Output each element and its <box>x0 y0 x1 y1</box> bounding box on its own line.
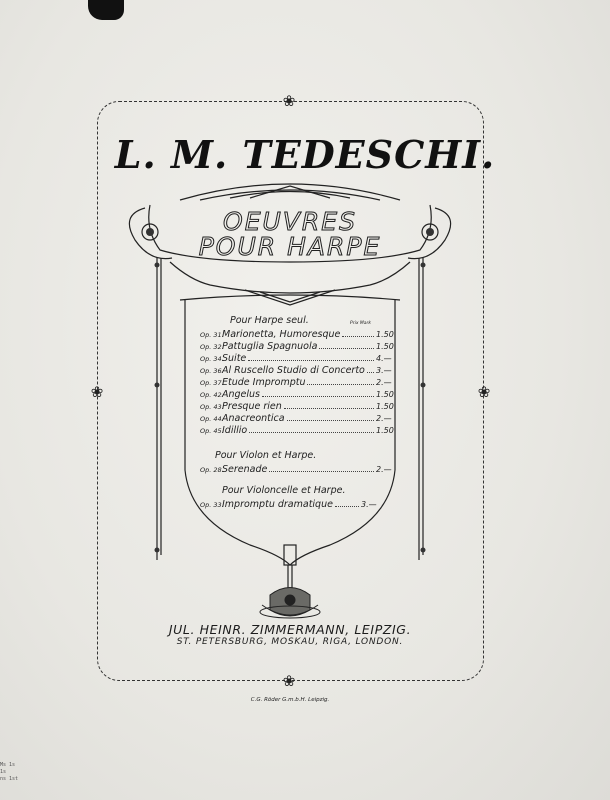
crest-emblem <box>260 588 320 619</box>
opus-number: Op. 37. <box>200 379 224 387</box>
work-price: 4.— <box>376 354 392 363</box>
work-price: 3.— <box>376 366 392 375</box>
section-heading: Pour Violoncelle et Harpe. <box>222 485 346 496</box>
dot-leader <box>307 377 374 385</box>
opus-number: Op. 36. <box>200 367 224 375</box>
work-title: Angelus <box>222 389 261 400</box>
bottom-flower-ornament-icon: ❀ <box>282 672 296 690</box>
dot-leader <box>248 353 374 361</box>
work-row <box>200 341 394 353</box>
library-stamp <box>0 762 18 783</box>
work-title: Impromptu dramatique <box>222 499 333 510</box>
work-title: Al Ruscello Studio di Concerto <box>222 365 365 376</box>
dot-leader <box>284 401 374 409</box>
work-title: Serenade <box>222 464 268 475</box>
dot-leader <box>249 425 374 433</box>
work-price: 1.50 <box>376 390 394 399</box>
composer-name: L. M. TEDESCHI. <box>114 132 496 177</box>
title-line-2: POUR HARPE <box>198 232 382 261</box>
stamp-line: 1s <box>0 769 7 775</box>
top-flower-ornament-icon: ❀ <box>282 92 296 110</box>
price-column-header: Prix Mark <box>350 321 372 326</box>
printer-credit: C.G. Röder G.m.b.H. Leipzig. <box>250 697 330 703</box>
work-title: Idillio <box>222 425 248 436</box>
work-row <box>200 365 390 377</box>
work-price: 1.50 <box>376 330 394 339</box>
work-row <box>200 401 394 413</box>
work-row <box>200 499 375 511</box>
work-price: 2.— <box>376 378 392 387</box>
opus-number: Op. 45. <box>200 427 224 435</box>
dot-leader <box>287 413 374 421</box>
work-title: Anacreontica <box>222 413 285 424</box>
work-row <box>200 425 394 437</box>
stamp-line: Ms 1s <box>0 762 16 768</box>
section-heading: Pour Violon et Harpe. <box>215 450 317 461</box>
dot-leader <box>319 341 374 349</box>
opus-number: Op. 44. <box>200 415 224 423</box>
work-row <box>200 353 390 365</box>
opus-number: Op. 31. <box>200 331 224 339</box>
opus-number: Op. 33. <box>200 501 224 509</box>
work-row <box>200 377 390 389</box>
work-price: 2.— <box>376 465 392 474</box>
work-title: Suite <box>222 353 247 364</box>
work-title: Presque rien <box>222 401 282 412</box>
dot-leader <box>367 365 374 373</box>
opus-number: Op. 32. <box>200 343 224 351</box>
publisher-name: JUL. HEINR. ZIMMERMANN, LEIPZIG. <box>168 622 412 637</box>
work-row <box>200 413 390 425</box>
work-price: 1.50 <box>376 426 394 435</box>
opus-number: Op. 34. <box>200 355 224 363</box>
opus-number: Op. 43. <box>200 403 224 411</box>
opus-number: Op. 28. <box>200 466 224 474</box>
publisher-cities: ST. PETERSBURG, MOSKAU, RIGA, LONDON. <box>176 637 404 647</box>
opus-number: Op. 42. <box>200 391 224 399</box>
right-flower-ornament-icon: ❀ <box>477 383 491 401</box>
work-row <box>200 329 394 341</box>
work-title: Etude Impromptu <box>222 377 306 388</box>
dot-leader <box>262 389 374 397</box>
stamp-line: ns 1st <box>0 776 19 782</box>
work-title: Marionetta, Humoresque <box>222 329 341 340</box>
work-price: 2.— <box>376 414 392 423</box>
work-title: Pattuglia Spagnuola <box>222 341 318 352</box>
dot-leader <box>342 329 374 337</box>
section-heading: Pour Harpe seul. <box>230 315 309 326</box>
dot-leader <box>335 499 359 507</box>
work-price: 1.50 <box>376 342 394 351</box>
dot-leader <box>269 464 374 472</box>
work-row <box>200 389 394 401</box>
work-price: 1.50 <box>376 402 394 411</box>
left-flower-ornament-icon: ❀ <box>90 383 104 401</box>
work-price: 3.— <box>361 500 377 509</box>
work-row <box>200 464 390 476</box>
title-line-1: OEUVRES <box>223 207 357 236</box>
